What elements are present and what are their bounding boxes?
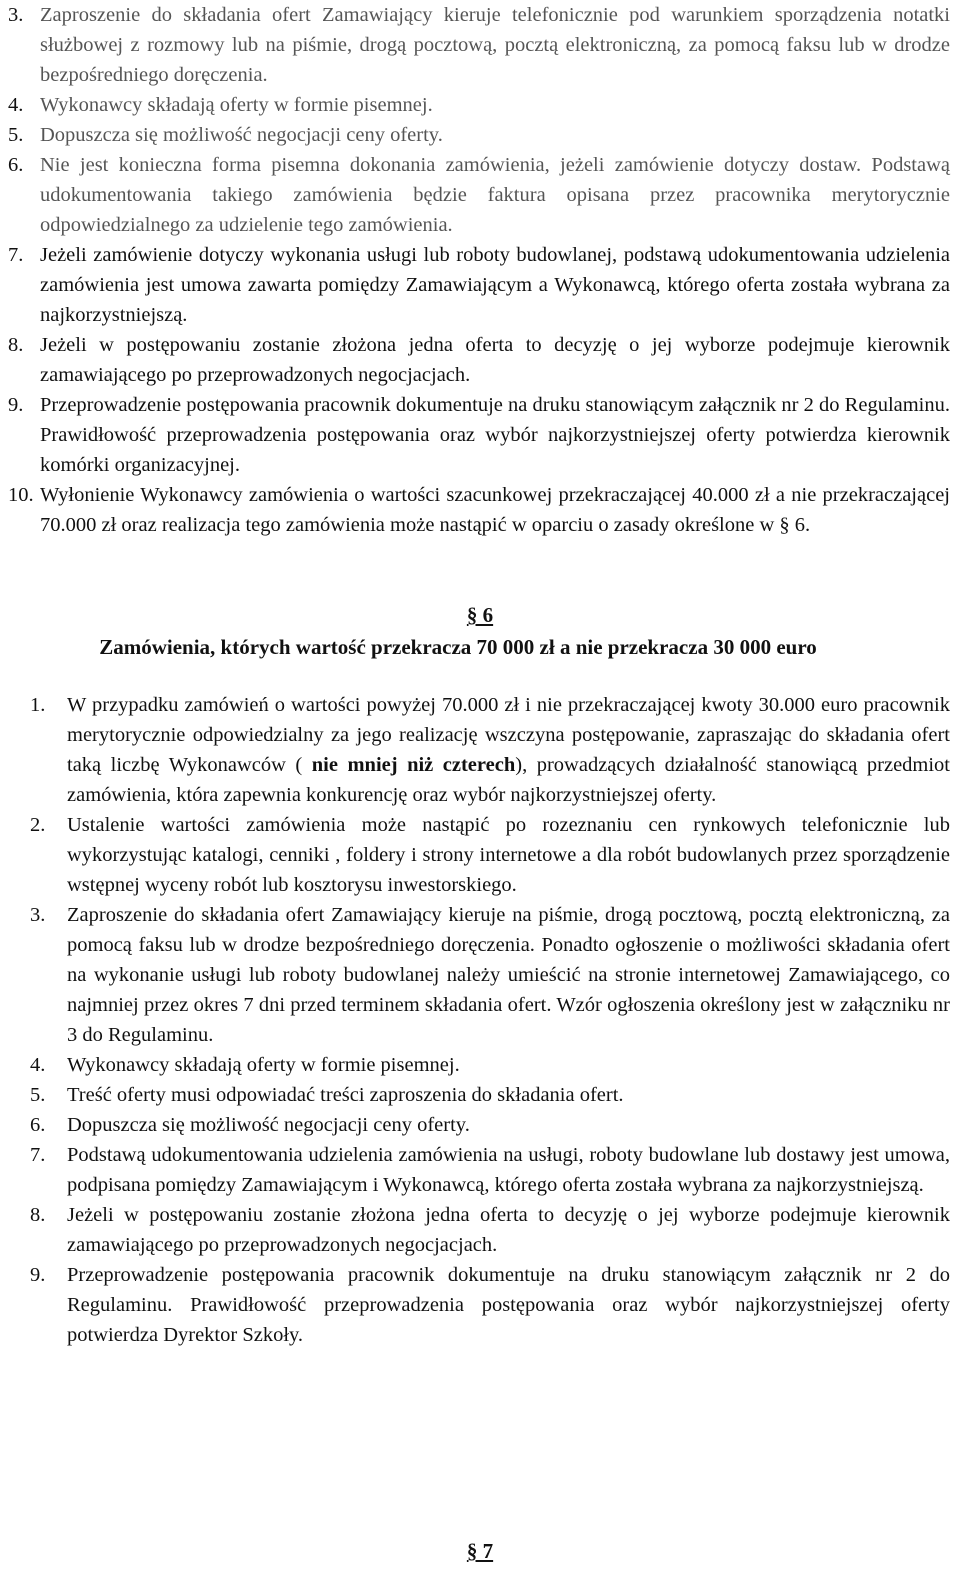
list-item [30, 1200, 950, 1260]
item-number: 8. [8, 334, 24, 356]
item-text: Jeżeli w postępowaniu zostanie złożona jedna oferta to decyzję o jej wyborze podejmuje kierownik zamawiającego po przeprowadzonych negocjacjach. [40, 334, 950, 386]
item-text-part: W przypadku zamówień o wartości powyżej 70.000 zł i nie przekraczającej kwoty 30.000 euro pracownik merytorycznie odpowiedzialny za jego realizację wszczyna postępowanie, zapraszając do składania ofert taką liczbę Wykonawców ( [67, 694, 950, 776]
item-number: 3. [8, 4, 24, 26]
item-text-part: Nie jest konieczna forma pisemna dokonania zamówienia, jeżeli zamówienie dotyczy dostaw. [40, 154, 862, 176]
item-text: Wykonawcy składają oferty w formie pisemnej. [40, 94, 433, 116]
list-item [30, 1260, 950, 1350]
paragraph-symbol: § 7 [466, 1539, 494, 1563]
item-number: 9. [30, 1264, 46, 1286]
item-number: 3. [30, 904, 46, 926]
list-item [8, 0, 950, 90]
item-text: Treść oferty musi odpowiadać treści zaproszenia do składania ofert. [67, 1084, 624, 1106]
section-6-list [30, 690, 950, 1350]
list-item [8, 330, 950, 390]
list-item [30, 1080, 950, 1110]
section-5-list [8, 0, 950, 540]
list-item [30, 1050, 950, 1080]
item-text-part: Podstawą udokumentowania takiego zamówienia będzie faktura opisana przez pracownika merytorycznie odpowiedzialnego za udzielenie tego zamówienia. [40, 154, 950, 236]
item-text-part: ), prowadzących działalność stanowiącą przedmiot zamówienia, która zapewnia konkurencję oraz wybór najkorzystniejszej oferty. [67, 754, 951, 806]
item-text: Zaproszenie do składania ofert Zamawiający kieruje telefonicznie pod warunkiem sporządzenia notatki służbowej z rozmowy lub na piśmie, drogą pocztową, pocztą elektroniczną, za pomocą faksu lub w drodze bezpośredniego doręczenia. [40, 4, 950, 86]
item-number: 10. [8, 484, 34, 506]
list-item [8, 390, 950, 480]
item-text: Dopuszcza się możliwość negocjacji ceny oferty. [40, 124, 443, 146]
list-item [8, 90, 950, 120]
list-item [8, 150, 950, 240]
list-item [30, 690, 950, 810]
item-text: Wyłonienie Wykonawcy zamówienia o wartości szacunkowej przekraczającej 40.000 zł a nie przekraczającej 70.000 zł oraz realizacja tego zamówienia może nastąpić w oparciu o zasady określone w § 6. [40, 484, 950, 536]
item-text: Ustalenie wartości zamówienia może nastąpić po rozeznaniu cen rynkowych telefonicznie lub wykorzystując katalogi, cenniki , foldery i strony internetowe a dla robót budowlanych przez sporządzenie wstępnej wyceny robót lub kosztorysu inwestorskiego. [67, 814, 950, 896]
section-title-text: Zamówienia, których wartość przekracza 70 000 zł a nie przekracza 30 000 euro [99, 635, 817, 659]
item-number: 4. [30, 1054, 46, 1076]
item-text: Dopuszcza się możliwość negocjacji ceny oferty. [67, 1114, 470, 1136]
item-number: 9. [8, 394, 24, 416]
list-item [30, 900, 950, 1050]
item-text: Wykonawcy składają oferty w formie pisemnej. [67, 1054, 460, 1076]
item-text [67, 690, 950, 810]
item-number: 5. [8, 124, 24, 146]
item-number: 2. [30, 814, 46, 836]
item-text: Przeprowadzenie postępowania pracownik dokumentuje na druku stanowiącym załącznik nr 2 do Regulaminu. Prawidłowość przeprowadzenia postępowania oraz wybór najkorzystniejszej oferty potwierdza kierownik komórki organizacyjnej. [40, 394, 950, 476]
list-item [8, 240, 950, 330]
item-number: 5. [30, 1084, 46, 1106]
item-text: Przeprowadzenie postępowania pracownik dokumentuje na druku stanowiącym załącznik nr 2 do Regulaminu. Prawidłowość przeprowadzenia postępowania oraz wybór najkorzystniejszej oferty potwierdza Dyrektor Szkoły. [67, 1264, 950, 1346]
section-symbol [0, 1536, 960, 1566]
list-item [8, 480, 950, 540]
paragraph-symbol: § 6 [466, 603, 494, 627]
item-number: 1. [30, 694, 46, 716]
item-text [40, 150, 950, 240]
item-number: 7. [8, 244, 24, 266]
list-item [8, 120, 950, 150]
list-item [30, 1140, 950, 1200]
item-text: Jeżeli zamówienie dotyczy wykonania usługi lub roboty budowlanej, podstawą udokumentowania udzielenia zamówienia jest umowa zawarta pomiędzy Zamawiającym a Wykonawcą, którego oferta została wybrana za najkorzystniejszą. [40, 244, 950, 326]
section-title [8, 632, 908, 662]
item-number: 8. [30, 1204, 46, 1226]
item-text: Zaproszenie do składania ofert Zamawiający kieruje na piśmie, drogą pocztową, pocztą elektroniczną, za pomocą faksu lub w drodze bezpośredniego doręczenia. Ponadto ogłoszenie o możliwości składania ofert na wykonanie usługi lub roboty budowlanej należy umieścić na stronie internetowej Zamawiającego, co najmniej przez okres 7 dni przed terminem składania ofert. Wzór ogłoszenia określony jest w załączniku nr 3 do Regulaminu. [67, 904, 950, 1046]
item-number: 6. [30, 1114, 46, 1136]
item-number: 4. [8, 94, 24, 116]
item-text: Jeżeli w postępowaniu zostanie złożona jedna oferta to decyzję o jej wyborze podejmuje kierownik zamawiającego po przeprowadzonych negocjacjach. [67, 1204, 950, 1256]
item-text: Podstawą udokumentowania udzielenia zamówienia na usługi, roboty budowlane lub dostawy jest umowa, podpisana pomiędzy Zamawiającym i Wykonawcą, którego oferta została wybrana za najkorzystniejszą. [67, 1144, 950, 1196]
list-item [30, 810, 950, 900]
list-item [30, 1110, 950, 1140]
section-symbol [0, 600, 960, 630]
item-number: 6. [8, 154, 24, 176]
item-text-bold: nie mniej niż czterech [311, 754, 516, 776]
item-number: 7. [30, 1144, 46, 1166]
